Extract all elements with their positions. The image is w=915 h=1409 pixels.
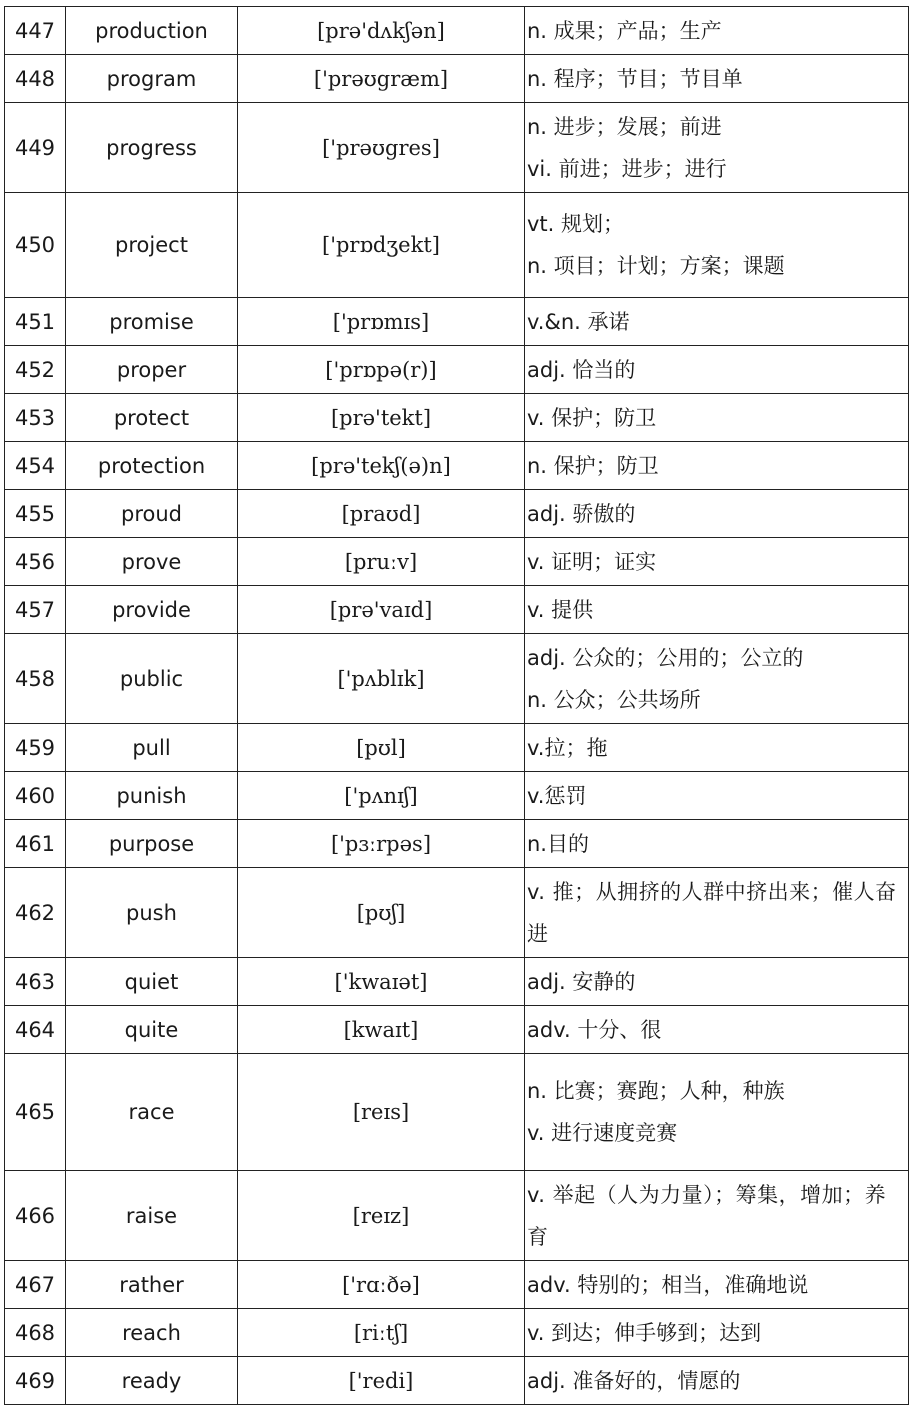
table-row <box>5 538 909 586</box>
entry-word: purpose <box>66 820 238 868</box>
entry-word: proper <box>66 346 238 394</box>
entry-word: rather <box>66 1261 238 1309</box>
entry-word: promise <box>66 298 238 346</box>
entry-word: quite <box>66 1006 238 1054</box>
entry-definition <box>525 394 909 442</box>
entry-phonetic: [riːtʃ] <box>238 1309 525 1357</box>
entry-word: raise <box>66 1171 238 1261</box>
entry-number: 456 <box>5 538 66 586</box>
entry-phonetic: [kwaɪt] <box>238 1006 525 1054</box>
entry-word: reach <box>66 1309 238 1357</box>
entry-phonetic: [pʊl] <box>238 724 525 772</box>
entry-number: 469 <box>5 1357 66 1405</box>
entry-definition <box>525 1261 909 1309</box>
vocabulary-table <box>4 6 909 1405</box>
entry-phonetic: ['pʌnɪʃ] <box>238 772 525 820</box>
entry-definition <box>525 346 909 394</box>
entry-number: 452 <box>5 346 66 394</box>
entry-definition <box>525 193 909 298</box>
definition-line: adv. 十分、很 <box>527 1017 662 1042</box>
definition-line: n. 程序；节目；节目单 <box>527 66 743 91</box>
entry-word: progress <box>66 103 238 193</box>
definition-line: n. 保护；防卫 <box>527 453 659 478</box>
definition-line: v.&n. 承诺 <box>527 309 630 334</box>
entry-number: 464 <box>5 1006 66 1054</box>
entry-phonetic: ['kwaɪət] <box>238 958 525 1006</box>
entry-definition <box>525 772 909 820</box>
definition-line: v. 提供 <box>527 597 594 622</box>
vocabulary-table-body <box>5 7 909 1405</box>
entry-phonetic: ['prɒpə(r)] <box>238 346 525 394</box>
definition-line: n. 项目；计划；方案；课题 <box>527 254 785 278</box>
entry-definition <box>525 490 909 538</box>
entry-definition <box>525 1357 909 1405</box>
entry-word: protect <box>66 394 238 442</box>
definition-line: adv. 特别的；相当，准确地说 <box>527 1272 809 1297</box>
entry-phonetic: [pruːv] <box>238 538 525 586</box>
table-row <box>5 1054 909 1171</box>
entry-number: 449 <box>5 103 66 193</box>
entry-phonetic: [prə'vaɪd] <box>238 586 525 634</box>
entry-definition <box>525 442 909 490</box>
entry-word: quiet <box>66 958 238 1006</box>
entry-definition <box>525 868 909 958</box>
definition-line: n. 公众；公共场所 <box>527 687 701 712</box>
entry-number: 463 <box>5 958 66 1006</box>
entry-word: prove <box>66 538 238 586</box>
table-row <box>5 55 909 103</box>
definition-line: n.目的 <box>527 831 589 856</box>
entry-number: 454 <box>5 442 66 490</box>
entry-number: 466 <box>5 1171 66 1261</box>
entry-word: provide <box>66 586 238 634</box>
entry-word: race <box>66 1054 238 1171</box>
entry-definition <box>525 55 909 103</box>
table-row <box>5 193 909 298</box>
entry-definition <box>525 586 909 634</box>
entry-word: program <box>66 55 238 103</box>
definition-line: adj. 安静的 <box>527 969 636 994</box>
definition-line: n. 进步；发展；前进 <box>527 114 722 139</box>
entry-number: 447 <box>5 7 66 55</box>
table-row <box>5 634 909 724</box>
entry-phonetic: ['prɒdʒekt] <box>238 193 525 298</box>
entry-phonetic: [reɪs] <box>238 1054 525 1171</box>
table-row <box>5 7 909 55</box>
table-row <box>5 103 909 193</box>
definition-line: vi. 前进；进步；进行 <box>527 156 727 181</box>
entry-number: 451 <box>5 298 66 346</box>
entry-word: public <box>66 634 238 724</box>
entry-definition <box>525 103 909 193</box>
entry-number: 468 <box>5 1309 66 1357</box>
entry-phonetic: ['prɒmɪs] <box>238 298 525 346</box>
table-row <box>5 586 909 634</box>
entry-word: pull <box>66 724 238 772</box>
entry-number: 467 <box>5 1261 66 1309</box>
table-row <box>5 1006 909 1054</box>
entry-word: production <box>66 7 238 55</box>
definition-line: v. 推；从拥挤的人群中挤出来；催人奋进 <box>527 879 897 946</box>
definition-line: v. 到达；伸手够到；达到 <box>527 1320 762 1345</box>
definition-line: n. 成果；产品；生产 <box>527 18 722 43</box>
entry-number: 450 <box>5 193 66 298</box>
entry-number: 457 <box>5 586 66 634</box>
definition-line: v. 举起（人为力量）；筹集，增加；养育 <box>527 1182 887 1249</box>
table-row <box>5 1309 909 1357</box>
entry-phonetic: [prə'tekt] <box>238 394 525 442</box>
entry-definition <box>525 7 909 55</box>
entry-phonetic: [prə'dʌkʃən] <box>238 7 525 55</box>
definition-line: v. 进行速度竞赛 <box>527 1121 678 1145</box>
entry-word: ready <box>66 1357 238 1405</box>
entry-phonetic: [praʊd] <box>238 490 525 538</box>
entry-phonetic: [prə'tekʃ(ə)n] <box>238 442 525 490</box>
entry-word: proud <box>66 490 238 538</box>
entry-number: 458 <box>5 634 66 724</box>
table-row <box>5 958 909 1006</box>
entry-phonetic: ['prəʊgræm] <box>238 55 525 103</box>
entry-definition <box>525 298 909 346</box>
entry-word: punish <box>66 772 238 820</box>
table-row <box>5 1261 909 1309</box>
table-row <box>5 724 909 772</box>
table-row <box>5 1171 909 1261</box>
entry-definition <box>525 1006 909 1054</box>
definition-line: v. 保护；防卫 <box>527 405 657 430</box>
table-row <box>5 298 909 346</box>
definition-line: adj. 骄傲的 <box>527 501 636 526</box>
table-row <box>5 868 909 958</box>
definition-line: adj. 公众的；公用的；公立的 <box>527 645 804 670</box>
entry-number: 448 <box>5 55 66 103</box>
table-row <box>5 820 909 868</box>
entry-number: 461 <box>5 820 66 868</box>
table-row <box>5 1357 909 1405</box>
entry-number: 465 <box>5 1054 66 1171</box>
entry-definition <box>525 724 909 772</box>
table-row <box>5 346 909 394</box>
table-row <box>5 394 909 442</box>
entry-phonetic: [reɪz] <box>238 1171 525 1261</box>
table-row <box>5 490 909 538</box>
entry-definition <box>525 1309 909 1357</box>
entry-number: 459 <box>5 724 66 772</box>
definition-line: vt. 规划； <box>527 212 625 236</box>
definition-line: v. 证明；证实 <box>527 549 657 574</box>
entry-number: 462 <box>5 868 66 958</box>
entry-phonetic: ['pʌblɪk] <box>238 634 525 724</box>
entry-phonetic: ['rɑːðə] <box>238 1261 525 1309</box>
definition-line: n. 比赛；赛跑；人种，种族 <box>527 1079 785 1103</box>
entry-definition <box>525 1171 909 1261</box>
entry-definition <box>525 538 909 586</box>
table-row <box>5 772 909 820</box>
table-row <box>5 442 909 490</box>
entry-definition <box>525 634 909 724</box>
entry-number: 460 <box>5 772 66 820</box>
definition-line: v.惩罚 <box>527 783 587 808</box>
entry-definition <box>525 958 909 1006</box>
entry-word: protection <box>66 442 238 490</box>
entry-phonetic: ['prəʊgres] <box>238 103 525 193</box>
entry-number: 453 <box>5 394 66 442</box>
entry-word: project <box>66 193 238 298</box>
definition-line: v.拉；拖 <box>527 735 608 760</box>
definition-line: adj. 恰当的 <box>527 357 636 382</box>
entry-phonetic: [pʊʃ] <box>238 868 525 958</box>
entry-phonetic: ['redi] <box>238 1357 525 1405</box>
entry-phonetic: ['pɜːrpəs] <box>238 820 525 868</box>
entry-definition <box>525 820 909 868</box>
entry-word: push <box>66 868 238 958</box>
entry-definition <box>525 1054 909 1171</box>
entry-number: 455 <box>5 490 66 538</box>
definition-line: adj. 准备好的，情愿的 <box>527 1368 741 1393</box>
